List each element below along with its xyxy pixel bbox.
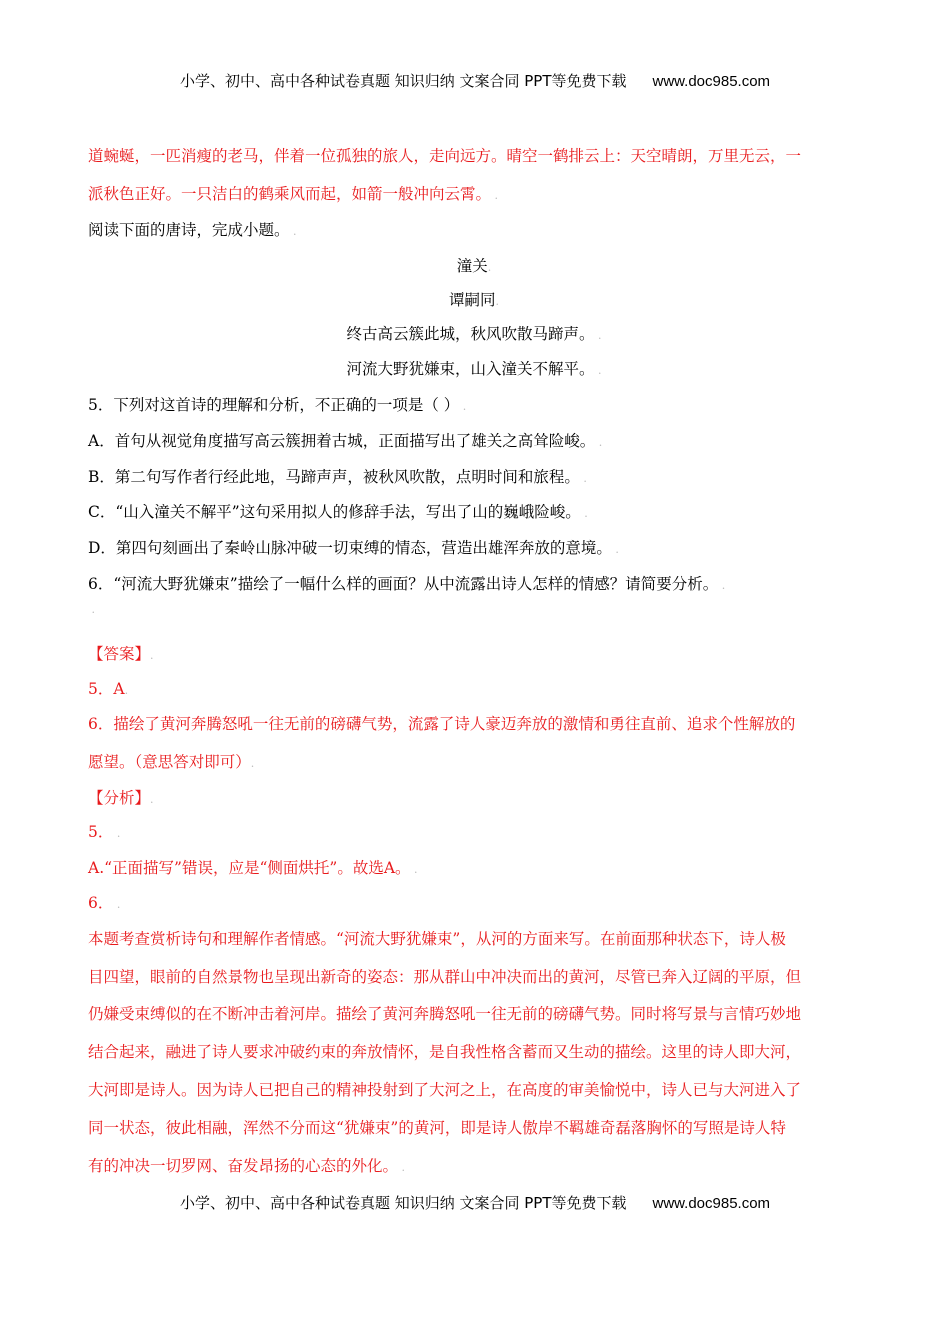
poem-line-2: 河流大野犹嫌束，山入潼关不解平。 . [346, 360, 602, 378]
analysis-5-number: 5． . [88, 823, 121, 841]
analysis-6-line-4: 结合起来，融进了诗人要求冲破约束的奔放情怀，是自我性格含蓄而又生动的描绘。这里的诗人即大河， [88, 1043, 802, 1061]
question-5-stem: 5．下列对这首诗的理解和分析，不正确的一项是（ ） . [88, 396, 467, 414]
analysis-6-line-5: 大河即是诗人。因为诗人已把自己的精神投射到了大河之上，在高度的审美愉悦中，诗人已与大河进入了 [88, 1081, 802, 1099]
analysis-5-explanation: A.“正面描写”错误，应是“侧面烘托”。故选A。 . [88, 859, 418, 877]
analysis-heading: 【分析】. [88, 789, 154, 807]
answer-heading: 【答案】. [88, 645, 154, 663]
analysis-6-line-3: 仍嫌受束缚似的在不断冲击着河岸。描绘了黄河奔腾怒吼一往无前的磅礴气势。同时将写景与言情巧妙地 [88, 1005, 802, 1023]
intro-line-2: 派秋色正好。一只洁白的鹤乘风而起，如箭一般冲向云霄。 . [88, 185, 499, 203]
analysis-6-line-1: 本题考查赏析诗句和理解作者情感。“河流大野犹嫌束”，从河的方面来写。在前面那种状态下，诗人极 [88, 930, 786, 948]
question-5-option-d: D．第四句刻画出了秦岭山脉冲破一切束缚的情态，营造出雄浑奔放的意境。 . [88, 539, 619, 557]
footer-site-link[interactable]: www.doc985.com [652, 1195, 771, 1212]
header-site-link[interactable]: www.doc985.com [652, 73, 771, 90]
header-text: 小学、初中、高中各种试卷真题 知识归纳 文案合同 PPT等免费下载 [179, 72, 627, 90]
blank-line-mark: . [88, 603, 95, 616]
question-6-stem: 6．“河流大野犹嫌束”描绘了一幅什么样的画面？从中流露出诗人怎样的情感？请简要分析。 . [88, 575, 726, 593]
question-5-option-a: A．首句从视觉角度描写高云簇拥着古城，正面描写出了雄关之高耸险峻。 . [88, 432, 603, 450]
answer-6-line-1: 6．描绘了黄河奔腾怒吼一往无前的磅礴气势，流露了诗人豪迈奔放的激情和勇往直前、追求个性解放的 [88, 715, 796, 733]
analysis-6-line-2: 目四望，眼前的自然景物也呈现出新奇的姿态：那从群山中冲决而出的黄河，尽管已奔入辽阔的平原，但 [88, 968, 802, 986]
reading-instruction: 阅读下面的唐诗，完成小题。 . [88, 221, 297, 239]
poem-line-1: 终古高云簇此城，秋风吹散马蹄声。 . [346, 325, 602, 343]
question-5-option-b: B．第二句写作者行经此地，马蹄声声，被秋风吹散，点明时间和旅程。 . [88, 468, 587, 486]
question-5-option-c: C．“山入潼关不解平”这句采用拟人的修辞手法，写出了山的巍峨险峻。 . [88, 503, 588, 521]
analysis-6-number: 6． . [88, 894, 121, 912]
analysis-6-line-6: 同一状态，彼此相融，浑然不分而这“犹嫌束”的黄河，即是诗人傲岸不羁雄奇磊落胸怀的写照是诗人特 [88, 1119, 786, 1137]
page-footer [0, 1192, 950, 1213]
footer-text: 小学、初中、高中各种试卷真题 知识归纳 文案合同 PPT等免费下载 [179, 1194, 627, 1212]
poem-title: 潼关. [456, 257, 492, 275]
page-header [0, 70, 950, 91]
answer-5: 5．A. [88, 680, 129, 698]
poem-author: 谭嗣同. [448, 291, 499, 309]
analysis-6-line-7: 有的冲决一切罗网、奋发昂扬的心态的外化。 . [88, 1157, 406, 1175]
answer-6-line-2: 愿望。（意思答对即可）. [88, 753, 255, 771]
intro-line-1: 道蜿蜒，一匹消瘦的老马，伴着一位孤独的旅人，走向远方。晴空一鹤排云上：天空晴朗，万里无云，一 [88, 147, 802, 165]
